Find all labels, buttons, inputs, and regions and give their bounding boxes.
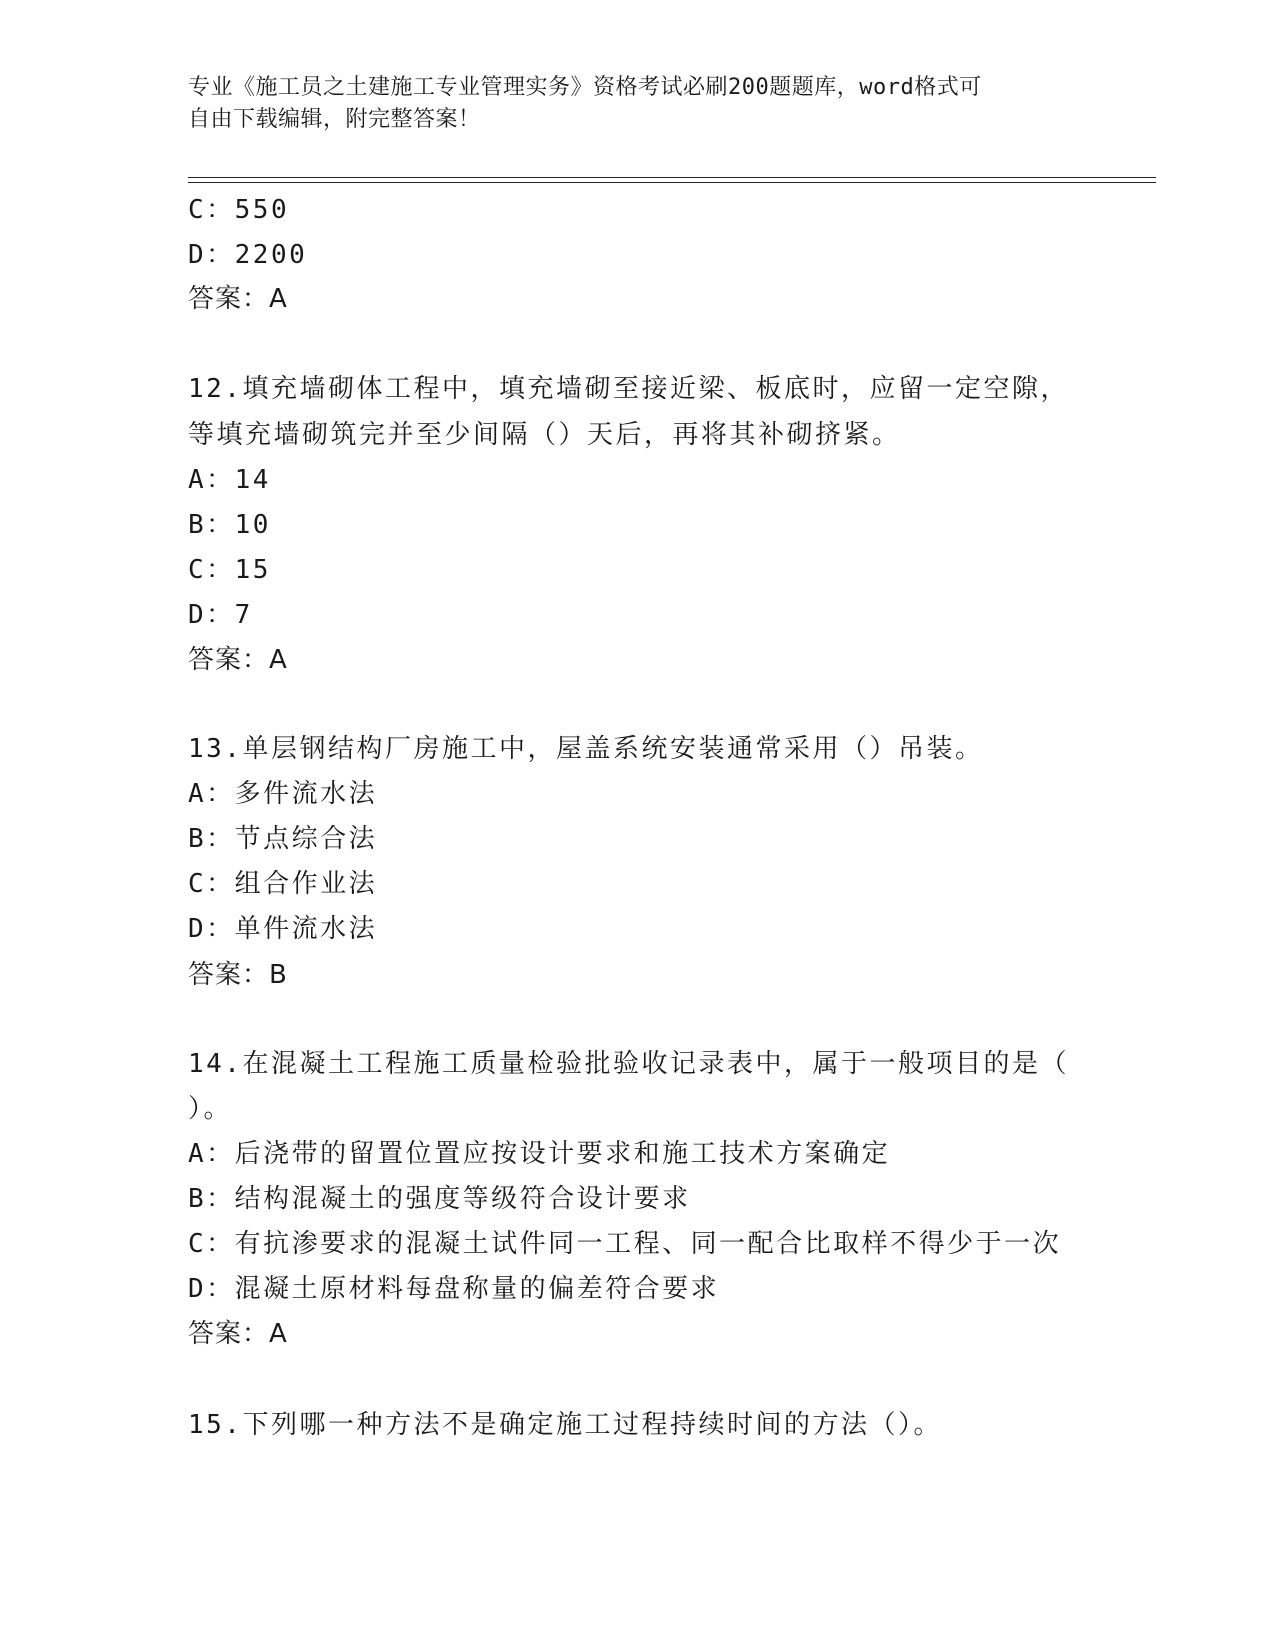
question-14-text-cont: ）。 [188, 1094, 233, 1124]
question-13-option-d: D：单件流水法 [188, 914, 378, 944]
question-14-text: 14.在混凝土工程施工质量检验批验收记录表中，属于一般项目的是（ [188, 1049, 1069, 1079]
document-header [188, 72, 1088, 136]
question-12-option-d: D：7 [188, 600, 253, 630]
question-12-option-a: A：14 [188, 465, 271, 495]
question-12-answer: 答案：A [188, 645, 288, 675]
question-12-option-c: C：15 [188, 555, 271, 585]
question-13-option-b: B：节点综合法 [188, 824, 378, 854]
header-line-1: 专业《施工员之土建施工专业管理实务》资格考试必刷200题题库，word格式可 [188, 75, 982, 100]
header-rule-bottom [188, 182, 1156, 183]
question-12-text-cont: 等填充墙砌筑完并至少间隔（）天后，再将其补砌挤紧。 [188, 420, 901, 450]
header-rule-top [188, 177, 1156, 178]
question-13-answer: 答案：B [188, 960, 288, 990]
question-14-option-a: A：后浇带的留置位置应按设计要求和施工技术方案确定 [188, 1139, 891, 1169]
option-d: D：2200 [188, 240, 308, 270]
question-15-text: 15.下列哪一种方法不是确定施工过程持续时间的方法（）。 [188, 1410, 942, 1440]
header-line-2: 自由下载编辑，附完整答案！ [188, 107, 481, 132]
question-14-option-c: C：有抗渗要求的混凝土试件同一工程、同一配合比取样不得少于一次 [188, 1229, 1062, 1259]
question-13-text: 13.单层钢结构厂房施工中，屋盖系统安装通常采用（）吊装。 [188, 734, 984, 764]
option-c: C：550 [188, 195, 290, 225]
question-14-option-b: B：结构混凝土的强度等级符合设计要求 [188, 1184, 691, 1214]
question-13-option-a: A：多件流水法 [188, 779, 378, 809]
question-13-option-c: C：组合作业法 [188, 869, 378, 899]
question-12-option-b: B：10 [188, 510, 271, 540]
question-14-answer: 答案：A [188, 1319, 288, 1349]
question-12-text: 12.填充墙砌体工程中，填充墙砌至接近梁、板底时，应留一定空隙， [188, 374, 1069, 404]
question-14-option-d: D：混凝土原材料每盘称量的偏差符合要求 [188, 1274, 720, 1304]
answer-line: 答案：A [188, 284, 288, 314]
